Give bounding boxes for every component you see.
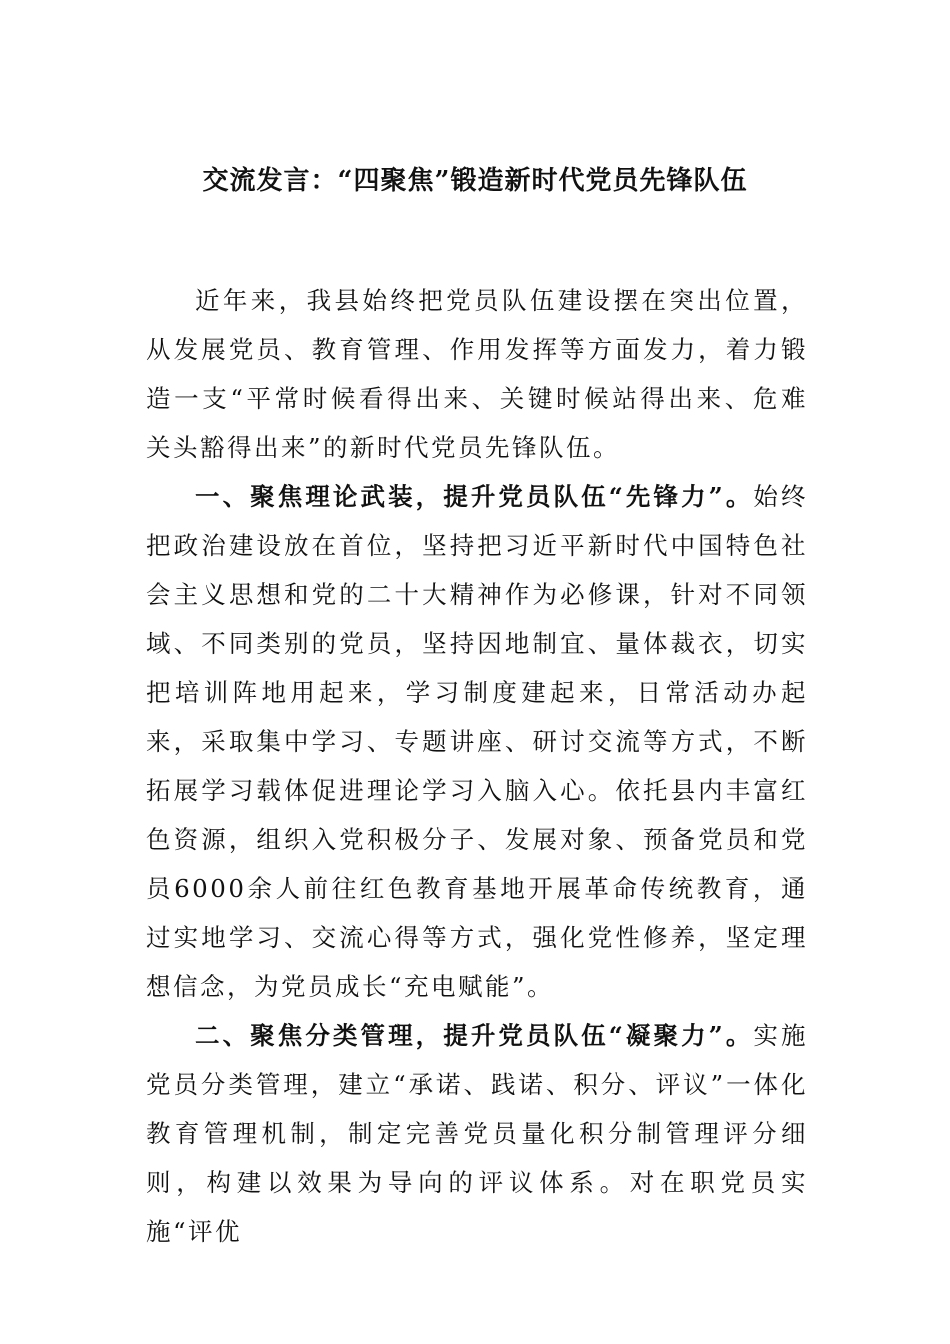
document-title: 交流发言：“四聚焦”锻造新时代党员先锋队伍	[202, 166, 748, 196]
paragraph-text: 近年来，我县始终把党员队伍建设摆在突出位置，从发展党员、教育管理、作用发挥等方面发力，着力锻造一支“平常时候看得出来、关键时候站得出来、危难关头豁得出来”的新时代党员先锋队伍。	[146, 286, 808, 462]
paragraph-intro	[146, 276, 808, 472]
section-heading: 一、聚焦理论武装，提升党员队伍“先锋力”。	[195, 482, 754, 511]
paragraph-section-2	[146, 1011, 808, 1256]
paragraph-section-1	[146, 472, 808, 1011]
section-heading: 二、聚焦分类管理，提升党员队伍“凝聚力”。	[195, 1021, 754, 1050]
paragraph-text: 实施党员分类管理，建立“承诺、践诺、积分、评议”一体化教育管理机制，制定完善党员量化积分制管理评分细则，构建以效果为导向的评议体系。对在职党员实施“评优	[146, 1021, 809, 1246]
paragraph-text: 始终把政治建设放在首位，坚持把习近平新时代中国特色社会主义思想和党的二十大精神作为必修课，针对不同领域、不同类别的党员，坚持因地制宜、量体裁衣，切实把培训阵地用起来，学习制度建起来，日常活动办起来，采取集中学习、专题讲座、研讨交流等方式，不断拓展学习载体促进理论学习入脑入心。依托县内丰富红色资源，组织入党积极分子、发展对象、预备党员和党员6000余人前往红色教育基地开展革命传统教育，通过实地学习、交流心得等方式，强化党性修养，坚定理想信念，为党员成长“充电赋能”。	[146, 482, 809, 1001]
document-body	[146, 276, 808, 1256]
